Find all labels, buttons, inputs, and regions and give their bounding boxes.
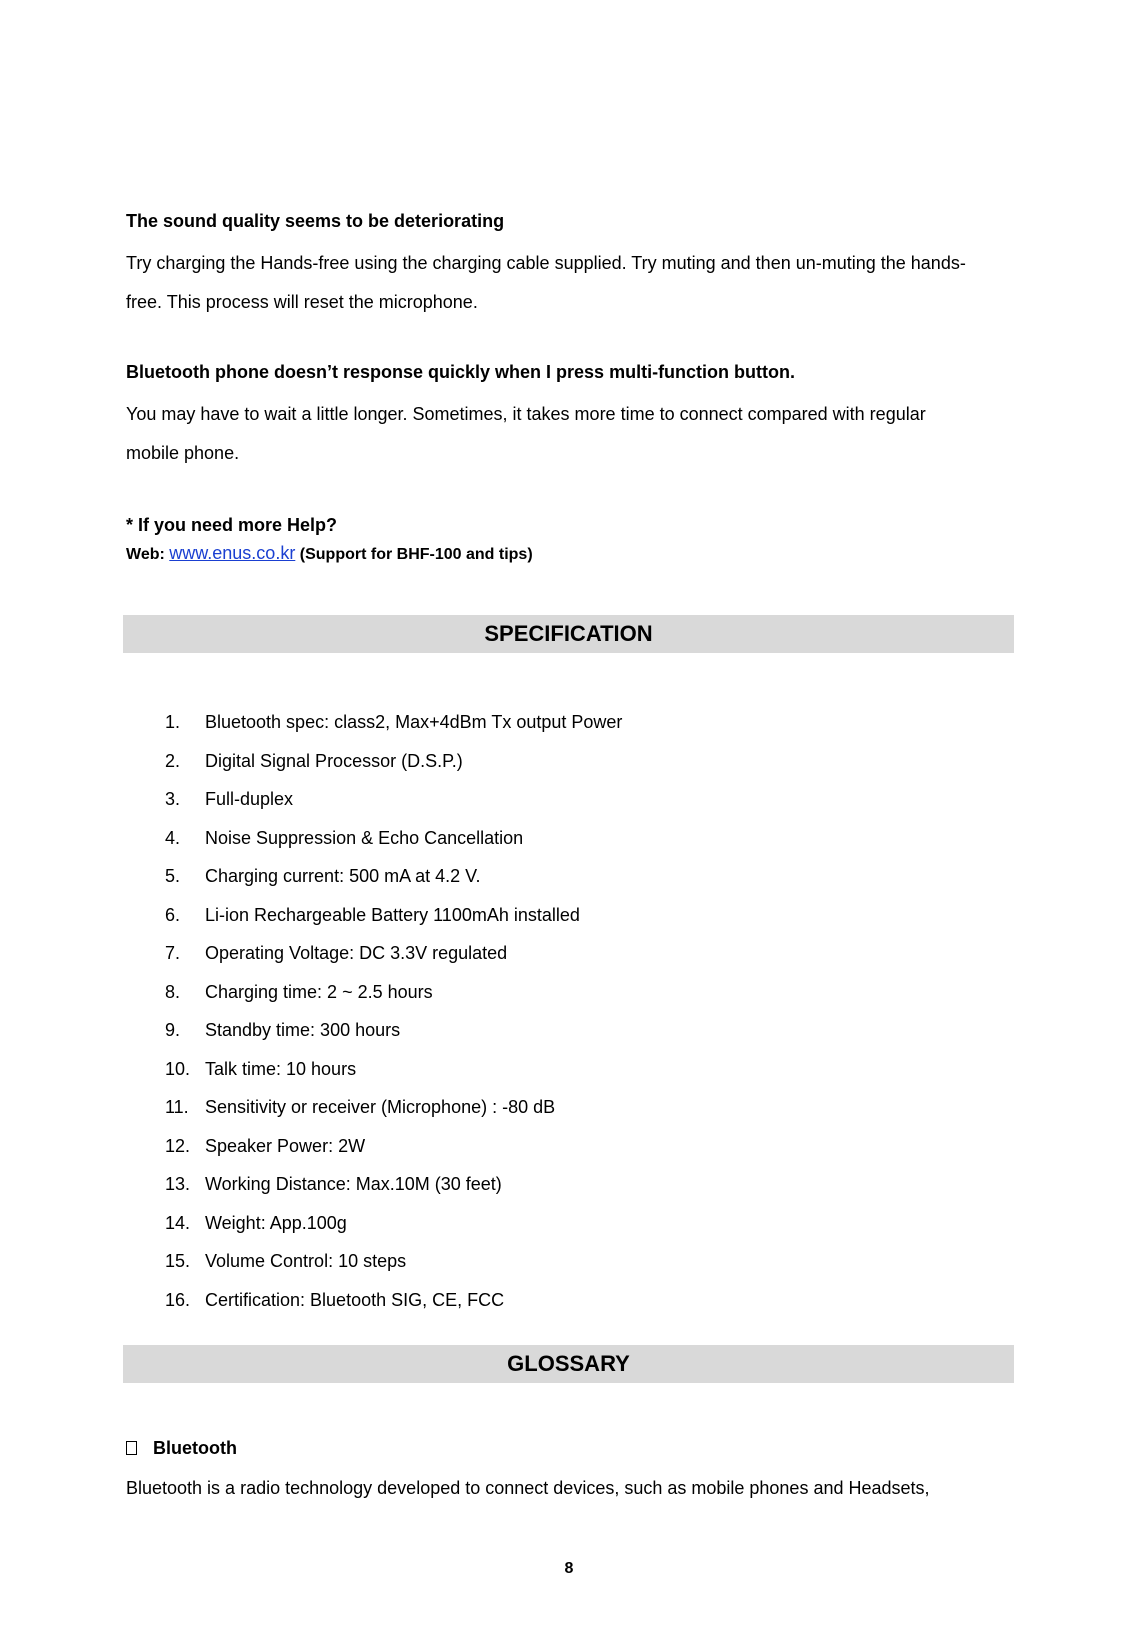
spec-item xyxy=(126,1242,986,1281)
faq-answer-line: free. This process will reset the microphone. xyxy=(126,291,478,312)
spec-text: Talk time: 10 hours xyxy=(205,1058,357,1079)
specification-heading-bar xyxy=(123,615,1014,653)
page-number: 8 xyxy=(564,1560,574,1577)
spec-number: 6. xyxy=(165,904,181,925)
spec-text: Certification: Bluetooth SIG, CE, FCC xyxy=(205,1289,505,1310)
faq-answer-line: Try charging the Hands-free using the charging cable supplied. Try muting and then un-muting the hands- xyxy=(126,253,966,273)
spec-text: Digital Signal Processor (D.S.P.) xyxy=(205,750,463,771)
spec-number: 13. xyxy=(165,1174,191,1194)
spec-item xyxy=(126,819,986,858)
spec-number: 16. xyxy=(165,1289,191,1310)
spec-number: 8. xyxy=(165,981,181,1002)
specification-list xyxy=(126,703,986,1319)
spec-number: 14. xyxy=(165,1212,191,1233)
spec-text: Sensitivity or receiver (Microphone) : -80 dB xyxy=(205,1097,556,1117)
glossary-section xyxy=(126,1434,1016,1502)
bullet-box-icon xyxy=(126,1441,137,1455)
spec-text: Standby time: 300 hours xyxy=(205,1020,401,1040)
faq-answer-line: You may have to wait a little longer. Sometimes, it takes more time to connect compared with regular xyxy=(126,404,926,424)
spec-text: Li-ion Rechargeable Battery 1100mAh installed xyxy=(205,904,580,925)
website-link[interactable]: www.enus.co.kr xyxy=(169,543,296,563)
spec-text: Working Distance: Max.10M (30 feet) xyxy=(205,1174,502,1194)
faq-answer xyxy=(126,395,1016,472)
spec-item xyxy=(126,1165,986,1204)
glossary-definition: Bluetooth is a radio technology developed to connect devices, such as mobile phones and Headsets, xyxy=(126,1478,930,1498)
faq-item xyxy=(126,208,1016,321)
faq-item xyxy=(126,359,1016,472)
spec-text: Charging current: 500 mA at 4.2 V. xyxy=(205,866,481,886)
faq-answer-line: mobile phone. xyxy=(126,442,240,463)
spec-number: 11. xyxy=(165,1097,189,1117)
spec-number: 3. xyxy=(165,789,181,809)
spec-item xyxy=(126,896,986,935)
spec-number: 7. xyxy=(165,943,181,963)
help-block xyxy=(126,512,1016,568)
spec-item xyxy=(126,703,986,742)
specification-heading: SPECIFICATION xyxy=(484,621,653,646)
spec-text: Weight: App.100g xyxy=(205,1212,347,1233)
spec-number: 15. xyxy=(165,1251,191,1271)
glossary-heading: GLOSSARY xyxy=(507,1351,630,1376)
spec-text: Noise Suppression & Echo Cancellation xyxy=(205,827,524,848)
spec-item xyxy=(126,780,986,819)
glossary-term: Bluetooth xyxy=(153,1438,237,1458)
spec-number: 10. xyxy=(165,1058,191,1079)
glossary-term-row xyxy=(126,1434,1016,1462)
spec-item xyxy=(126,1127,986,1166)
glossary-heading-bar xyxy=(123,1345,1014,1383)
spec-text: Speaker Power: 2W xyxy=(205,1135,366,1156)
spec-item xyxy=(126,1050,986,1089)
spec-item xyxy=(126,1204,986,1243)
spec-number: 4. xyxy=(165,827,181,848)
spec-item xyxy=(126,1281,986,1320)
web-note: (Support for BHF-100 and tips) xyxy=(299,546,533,563)
spec-text: Full-duplex xyxy=(205,789,294,809)
spec-text: Charging time: 2 ~ 2.5 hours xyxy=(205,981,433,1002)
faq-question: Bluetooth phone doesn’t response quickly when I press multi-function button. xyxy=(126,362,796,382)
faq-answer xyxy=(126,244,1016,321)
spec-text: Operating Voltage: DC 3.3V regulated xyxy=(205,943,508,963)
spec-text: Volume Control: 10 steps xyxy=(205,1251,407,1271)
spec-item xyxy=(126,1088,986,1127)
spec-number: 2. xyxy=(165,750,181,771)
troubleshooting-section xyxy=(126,208,1016,568)
spec-item xyxy=(126,934,986,973)
spec-item xyxy=(126,857,986,896)
faq-question: The sound quality seems to be deteriorating xyxy=(126,211,505,231)
help-title: * If you need more Help? xyxy=(126,515,338,535)
spec-number: 5. xyxy=(165,866,181,886)
spec-item xyxy=(126,742,986,781)
web-label: Web: xyxy=(126,546,165,563)
spec-number: 1. xyxy=(165,712,181,732)
spec-item xyxy=(126,973,986,1012)
web-line xyxy=(126,540,1016,568)
spec-item xyxy=(126,1011,986,1050)
spec-number: 12. xyxy=(165,1135,191,1156)
spec-number: 9. xyxy=(165,1020,181,1040)
spec-text: Bluetooth spec: class2, Max+4dBm Tx output Power xyxy=(205,712,623,732)
